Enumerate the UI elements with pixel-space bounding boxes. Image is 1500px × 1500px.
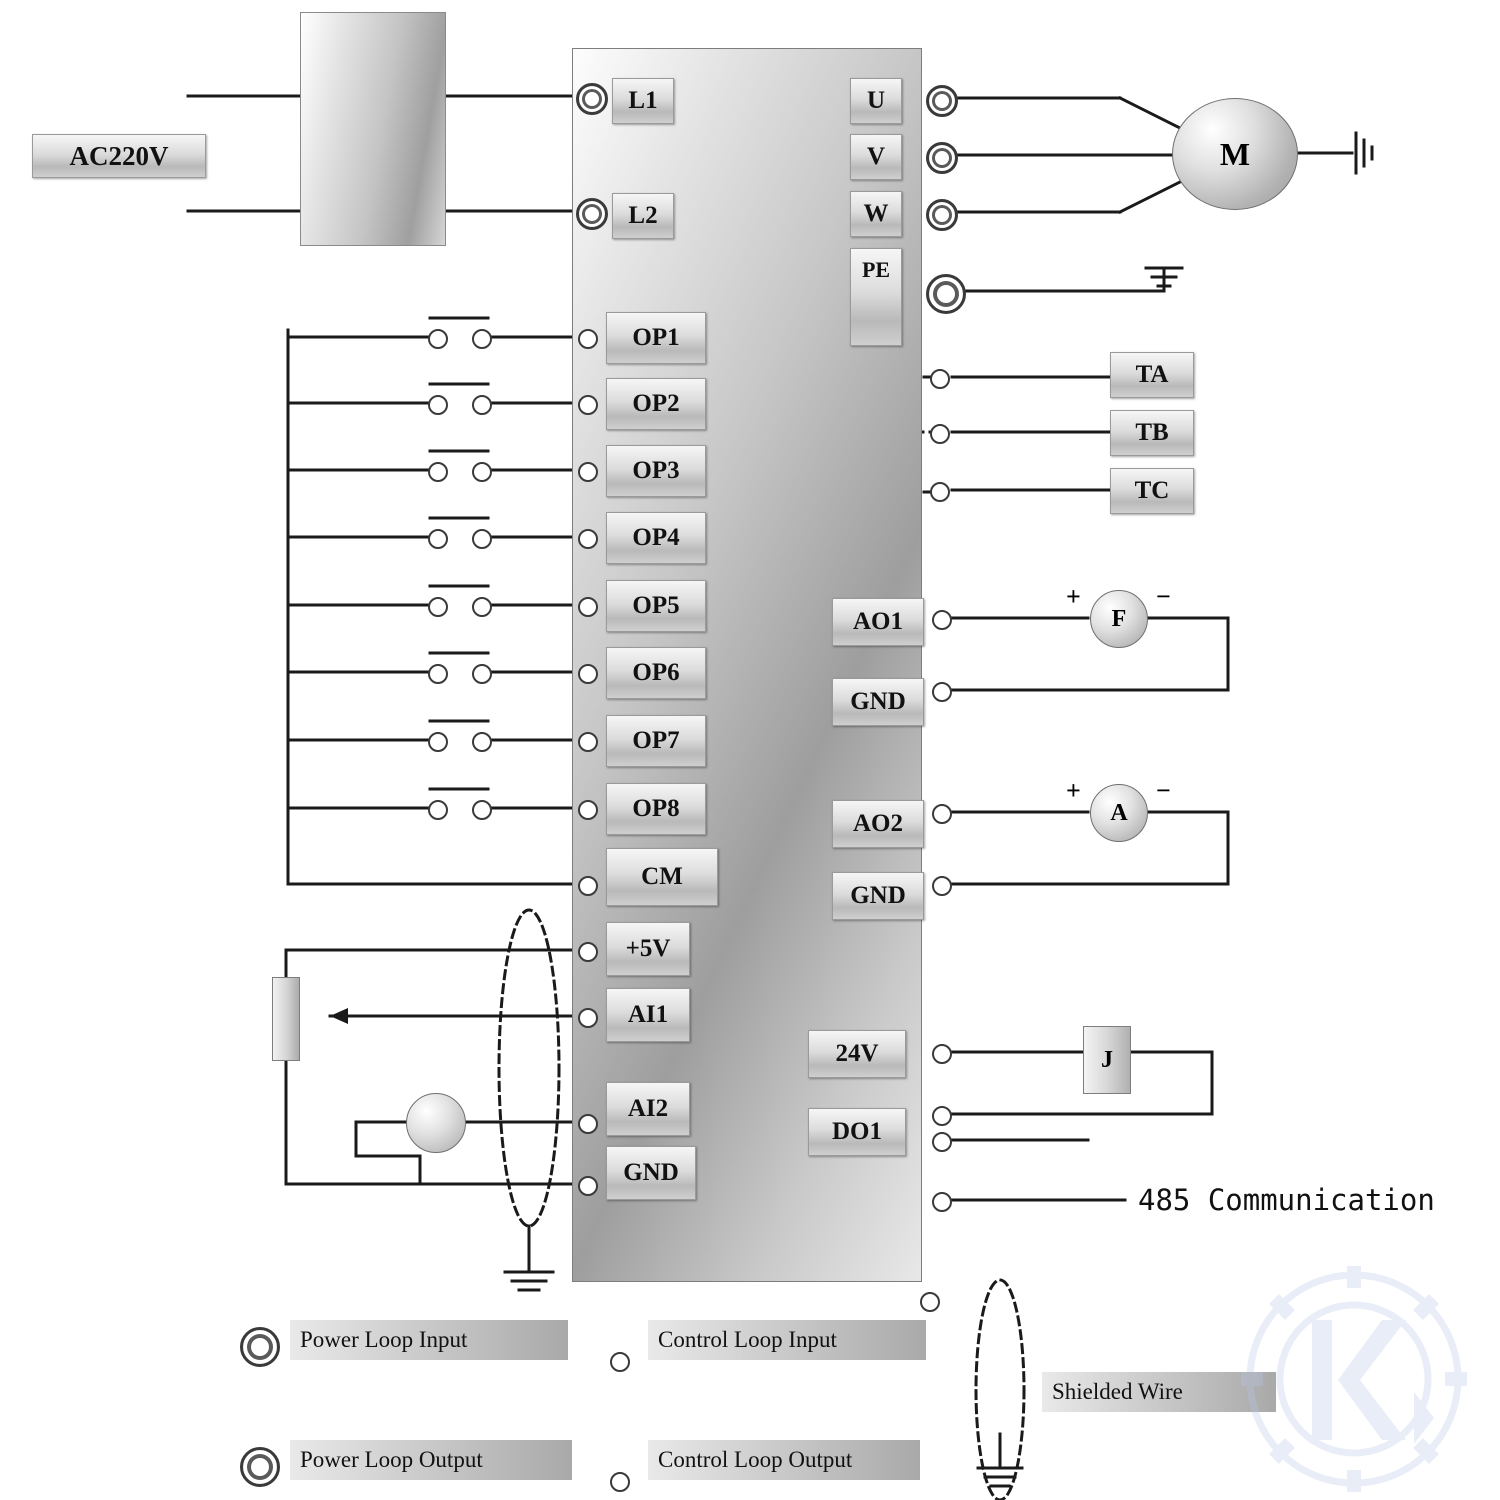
motor-symbol: M (1172, 98, 1298, 210)
terminal-label-op3: OP3 (606, 445, 706, 497)
terminal-label-do1: DO1 (808, 1108, 906, 1156)
terminal-label-op8: OP8 (606, 783, 706, 835)
legend-control-output-symbol (610, 1472, 630, 1492)
switch-contact[interactable] (472, 800, 492, 820)
terminal-dot-op2[interactable] (578, 395, 598, 415)
circuit-breaker (300, 12, 446, 246)
terminal-label-l2: L2 (612, 193, 674, 239)
communication-label: 485 Communication (1138, 1183, 1435, 1217)
switch-contact[interactable] (472, 664, 492, 684)
terminal-label-ai2: AI2 (606, 1082, 690, 1136)
terminal-dot-op6[interactable] (578, 664, 598, 684)
terminal-label-op5: OP5 (606, 580, 706, 632)
current-source-symbol (406, 1093, 466, 1153)
legend-power-output-label: Power Loop Output (290, 1440, 572, 1480)
legend-power-input-symbol (240, 1327, 280, 1367)
terminal-dot-ai2[interactable] (578, 1114, 598, 1134)
terminal-label-u: U (850, 78, 902, 124)
switch-contact[interactable] (472, 329, 492, 349)
terminal-label-tc: TC (1110, 468, 1194, 514)
switch-contact[interactable] (428, 329, 448, 349)
terminal-dot-gnd-ai[interactable] (578, 1176, 598, 1196)
switch-contact[interactable] (472, 597, 492, 617)
terminal-dot-ao2[interactable] (932, 804, 952, 824)
terminal-dot-l1[interactable] (576, 83, 608, 115)
terminal-dot-op8[interactable] (578, 800, 598, 820)
terminal-dot-op4[interactable] (578, 529, 598, 549)
terminal-dot-v[interactable] (926, 142, 958, 174)
terminal-dot-ao1[interactable] (932, 610, 952, 630)
terminal-label-gnd-ao1: GND (832, 678, 924, 726)
minus-sign-f: − (1156, 582, 1171, 611)
switch-contact[interactable] (472, 529, 492, 549)
switch-contact[interactable] (428, 664, 448, 684)
legend-control-output-label: Control Loop Output (648, 1440, 920, 1480)
terminal-label-ai1: AI1 (606, 988, 690, 1042)
terminal-dot-op5[interactable] (578, 597, 598, 617)
terminal-label-gnd-ao2: GND (832, 872, 924, 920)
ampere-meter: A (1090, 784, 1148, 842)
switch-contact[interactable] (428, 395, 448, 415)
terminal-label-w: W (850, 191, 902, 237)
relay-coil-j: J (1083, 1026, 1131, 1094)
switch-contact[interactable] (472, 462, 492, 482)
terminal-label-op1: OP1 (606, 312, 706, 364)
terminal-dot-do1[interactable] (932, 1106, 952, 1126)
terminal-label-op4: OP4 (606, 512, 706, 564)
terminal-label-ao2: AO2 (832, 800, 924, 848)
frequency-meter: F (1090, 590, 1148, 648)
terminal-dot-spare[interactable] (920, 1292, 940, 1312)
terminal-label-tb: TB (1110, 410, 1194, 456)
terminal-dot-op1[interactable] (578, 329, 598, 349)
terminal-label-l1: L1 (612, 78, 674, 124)
switch-contact[interactable] (472, 395, 492, 415)
terminal-dot-l2[interactable] (576, 198, 608, 230)
switch-contact[interactable] (428, 597, 448, 617)
terminal-label-op2: OP2 (606, 378, 706, 430)
terminal-label-ta: TA (1110, 352, 1194, 398)
plus-sign-a: + (1066, 776, 1081, 805)
terminal-dot-24v[interactable] (932, 1044, 952, 1064)
terminal-label-24v: 24V (808, 1030, 906, 1078)
legend-power-input-label: Power Loop Input (290, 1320, 568, 1360)
terminal-label-gnd-ai: GND (606, 1146, 696, 1200)
terminal-dot-tb[interactable] (930, 424, 950, 444)
legend-control-input-symbol (610, 1352, 630, 1372)
terminal-dot-gnd-ao2[interactable] (932, 876, 952, 896)
terminal-label-5v: +5V (606, 922, 690, 976)
legend-control-input-label: Control Loop Input (648, 1320, 926, 1360)
terminal-dot-ta[interactable] (930, 369, 950, 389)
legend-shielded-wire-label: Shielded Wire (1042, 1372, 1276, 1412)
ac-source-label: AC220V (32, 134, 206, 178)
watermark-logo (1228, 1258, 1480, 1500)
terminal-dot-485a[interactable] (932, 1132, 952, 1152)
potentiometer[interactable] (272, 977, 300, 1061)
terminal-label-op6: OP6 (606, 647, 706, 699)
terminal-label-v: V (850, 134, 902, 180)
terminal-dot-tc[interactable] (930, 482, 950, 502)
terminal-dot-w[interactable] (926, 199, 958, 231)
terminal-dot-op7[interactable] (578, 732, 598, 752)
terminal-dot-pe[interactable] (926, 274, 966, 314)
minus-sign-a: − (1156, 776, 1171, 805)
switch-contact[interactable] (428, 462, 448, 482)
terminal-label-ao1: AO1 (832, 598, 924, 646)
terminal-dot-cm[interactable] (578, 876, 598, 896)
terminal-dot-u[interactable] (926, 85, 958, 117)
terminal-dot-op3[interactable] (578, 462, 598, 482)
switch-contact[interactable] (472, 732, 492, 752)
terminal-label-cm: CM (606, 848, 718, 906)
terminal-dot-5v[interactable] (578, 942, 598, 962)
switch-contact[interactable] (428, 529, 448, 549)
switch-contact[interactable] (428, 732, 448, 752)
legend-power-output-symbol (240, 1447, 280, 1487)
switch-contact[interactable] (428, 800, 448, 820)
terminal-dot-ai1[interactable] (578, 1008, 598, 1028)
plus-sign-f: + (1066, 582, 1081, 611)
terminal-label-op7: OP7 (606, 715, 706, 767)
terminal-dot-gnd-ao1[interactable] (932, 682, 952, 702)
terminal-label-pe: PE (850, 248, 902, 346)
terminal-dot-485b[interactable] (932, 1192, 952, 1212)
